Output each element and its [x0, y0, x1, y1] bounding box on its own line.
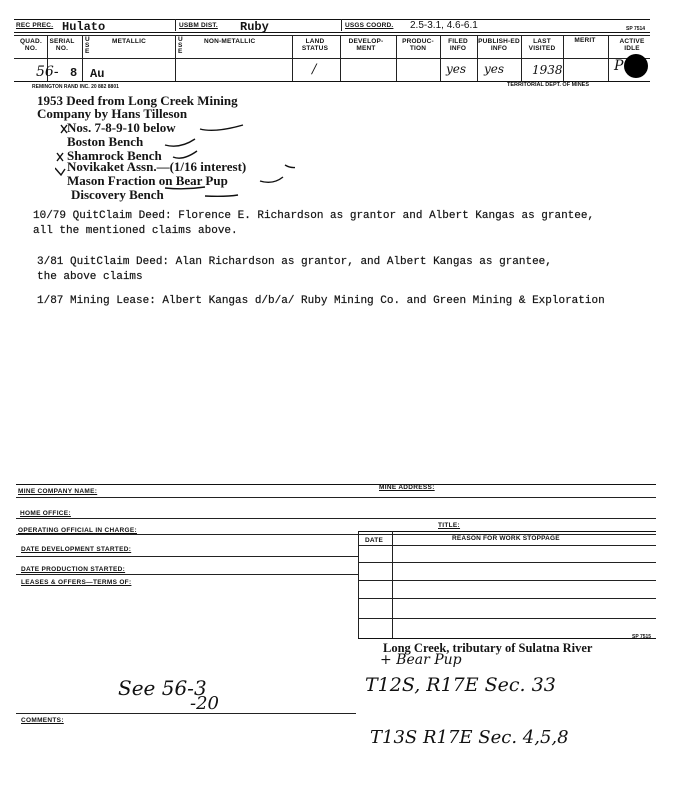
see-reference: See 56-3 — [118, 676, 207, 700]
land-status-value: / — [312, 62, 317, 77]
home-office-label: HOME OFFICE: — [20, 510, 71, 517]
col-filed-info: FILED INFO — [448, 38, 468, 52]
location-typed: Long Creek, tributary of Sulatna River — [383, 641, 593, 655]
form-number-bottom: SP 7515 — [632, 634, 652, 640]
operating-official-label: OPERATING OFFICIAL IN CHARGE: — [18, 527, 137, 534]
active-idle-scribble: P — [614, 58, 624, 74]
col-metallic: METALLIC — [112, 38, 146, 45]
form-number-top: SP 7514 — [626, 26, 646, 32]
date-development-label: DATE DEVELOPMENT STARTED: — [21, 546, 132, 553]
claim-check-marks — [55, 115, 295, 210]
leases-label: LEASES & OFFERS—TERMS OF: — [21, 579, 132, 586]
usgs-coord-value: 2.5-3.1, 4.6-6.1 — [410, 20, 478, 31]
usgs-coord-label: USGS COORD. — [345, 22, 394, 29]
col-land-status: LAND STATUS — [301, 38, 329, 52]
claim-item: Novikaket Assn.—(1/16 interest) — [67, 159, 247, 174]
territorial-dept: TERRITORIAL DEPT. OF MINES — [507, 82, 589, 88]
lease-187-line: 1/87 Mining Lease: Albert Kangas d/b/a/ Ruby Mining Co. and Green Mining & Exploration — [37, 295, 605, 307]
usbm-dist-value: Ruby — [240, 20, 269, 34]
quitclaim-381-line-a: 3/81 QuitClaim Deed: Alan Richardson as grantor, and Albert Kangas as grantee, — [37, 256, 552, 268]
date-production-label: DATE PRODUCTION STARTED: — [21, 566, 126, 573]
col-nonmetallic: NON-METALLIC — [204, 38, 256, 45]
serial-no-value: 8 — [70, 66, 78, 80]
claim-item: Nos. 7-8-9-10 below — [67, 120, 176, 135]
rec-prec-label: REC PREC. — [16, 22, 54, 29]
see-reference-2: -20 — [190, 693, 219, 714]
title-label: TITLE: — [438, 522, 461, 529]
col-nonmetallic-code: U S E — [178, 36, 183, 55]
rec-prec-value: Hulato — [62, 20, 106, 34]
col-development: DEVELOP-MENT — [348, 38, 384, 52]
township-line-2: T13S R17E Sec. 4,5,8 — [370, 727, 569, 748]
claim-item: Discovery Bench — [71, 187, 164, 202]
quitclaim-381-line-b: the above claims — [37, 271, 143, 283]
col-serial-no: SERIAL NO. — [49, 38, 75, 52]
printer-line: REMINGTON RAND INC. 20 882 8801 — [32, 84, 119, 90]
deed-company-line: Company by Hans Tilleson — [37, 106, 188, 121]
claim-item: Boston Bench — [67, 134, 144, 149]
col-published-info: PUBLISH-ED INFO — [478, 38, 520, 52]
col-last-visited: LAST VISITED — [528, 38, 556, 52]
last-visited-value: 1938 — [532, 63, 563, 77]
comments-label: COMMENTS: — [21, 717, 64, 724]
reason-header: REASON FOR WORK STOPPAGE — [452, 535, 560, 542]
quad-no-value: 56- — [36, 64, 59, 80]
col-quad-no: QUAD. NO. — [20, 38, 42, 52]
claim-item: Mason Fraction on Bear Pup — [67, 173, 228, 188]
col-production: PRODUC-TION — [402, 38, 434, 52]
usbm-dist-label: USBM DIST. — [179, 22, 218, 29]
deed-1953-line: 1953 Deed from Long Creek Mining — [37, 93, 238, 108]
metallic-value: Au — [90, 67, 105, 81]
location-hand: + Bear Pup — [380, 652, 462, 668]
date-header: DATE — [365, 537, 384, 544]
col-metallic-code: U S E — [85, 36, 90, 55]
quitclaim-1079-line-a: 10/79 QuitClaim Deed: Florence E. Richardson as grantor and Albert Kangas as grantee, — [33, 210, 595, 222]
mine-address-label: MINE ADDRESS: — [379, 484, 435, 491]
active-idle-mark — [624, 54, 648, 78]
quitclaim-1079-line-b: all the mentioned claims above. — [33, 225, 238, 237]
col-merit: MERIT — [574, 37, 596, 44]
township-line-1: T12S, R17E Sec. 33 — [365, 674, 556, 696]
filed-info-value: yes — [446, 62, 467, 76]
published-info-value: yes — [484, 62, 505, 76]
claim-item: Shamrock Bench — [67, 148, 162, 163]
mine-company-name-label: MINE COMPANY NAME: — [18, 488, 98, 495]
col-active-idle: ACTIVE IDLE — [619, 38, 645, 52]
